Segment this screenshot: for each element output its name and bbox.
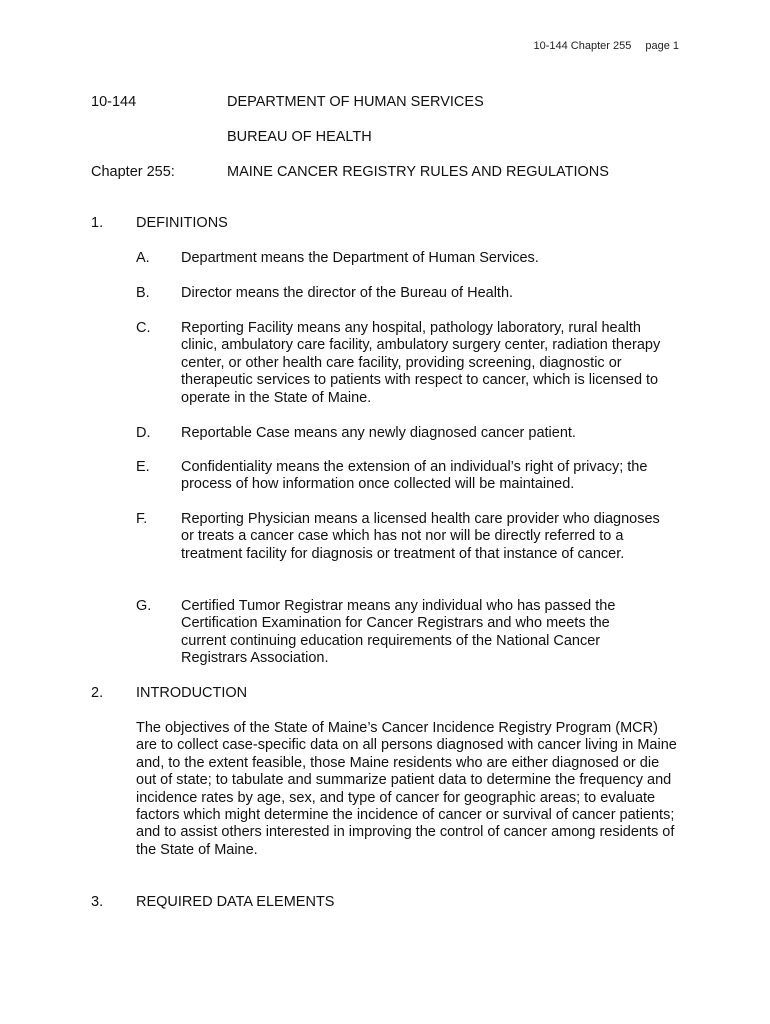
- item-letter: F.: [136, 511, 148, 527]
- definition-text: Director means the director of the Bureau of Health.: [181, 285, 514, 301]
- item-letter: A.: [136, 250, 150, 266]
- definition-text: Confidentiality means the extension of an individual’s right of privacy; the process of how information once collected will be maintained.: [181, 459, 648, 493]
- section-title: REQUIRED DATA ELEMENTS: [136, 894, 335, 910]
- item-letter: E.: [136, 459, 150, 475]
- running-header: [533, 40, 679, 52]
- item-letter: G.: [136, 598, 152, 614]
- department-name: DEPARTMENT OF HUMAN SERVICES: [227, 94, 484, 110]
- introduction-paragraph: The objectives of the State of Maine’s Cancer Incidence Registry Program (MCR) are to collect case-specific data on all persons diagnosed with cancer living in Maine and, to the extent feasible, those Maine residents who are either diagnosed or die out of state; to tabulate and summarize patient data to determine the frequency and incidence rates by age, sex, and type of cancer for geographic areas; to evaluate factors which might determine the incidence of cancer or survival of cancer patients; and to assist others interested in improving the control of cancer among residents of the State of Maine.: [136, 720, 677, 858]
- section-number: 1.: [91, 215, 104, 231]
- chapter-label: Chapter 255:: [91, 164, 175, 180]
- section-title: INTRODUCTION: [136, 685, 248, 701]
- section-title: DEFINITIONS: [136, 215, 228, 231]
- bureau-name: BUREAU OF HEALTH: [227, 129, 372, 145]
- definition-text: Reporting Facility means any hospital, pathology laboratory, rural health clinic, ambulatory care facility, ambulatory surgery center, radiation therapy center, or other health care facility, providing screening, diagnostic or therapeutic services to patients with respect to cancer, which is licensed to operate in the State of Maine.: [181, 320, 661, 406]
- item-letter: B.: [136, 285, 150, 301]
- definition-text: Certified Tumor Registrar means any individual who has passed the Certification Examination for Cancer Registrars and who meets the current continuing education requirements of the National Cancer Registrars Association.: [181, 598, 616, 667]
- definition-text: Reportable Case means any newly diagnosed cancer patient.: [181, 425, 576, 441]
- header-doc-ref: 10-144 Chapter 255: [533, 40, 632, 52]
- definition-text: Reporting Physician means a licensed health care provider who diagnoses or treats a cancer case which has not nor will be directly referred to a treatment facility for diagnosis or treatment of that instance of cancer.: [181, 511, 660, 562]
- agency-code: 10-144: [91, 94, 137, 110]
- item-letter: D.: [136, 425, 151, 441]
- chapter-title: MAINE CANCER REGISTRY RULES AND REGULATIONS: [227, 164, 609, 180]
- item-letter: C.: [136, 320, 151, 336]
- section-number: 3.: [91, 894, 104, 910]
- header-page-number: page 1: [645, 40, 679, 52]
- definition-text: Department means the Department of Human Services.: [181, 250, 539, 266]
- section-number: 2.: [91, 685, 104, 701]
